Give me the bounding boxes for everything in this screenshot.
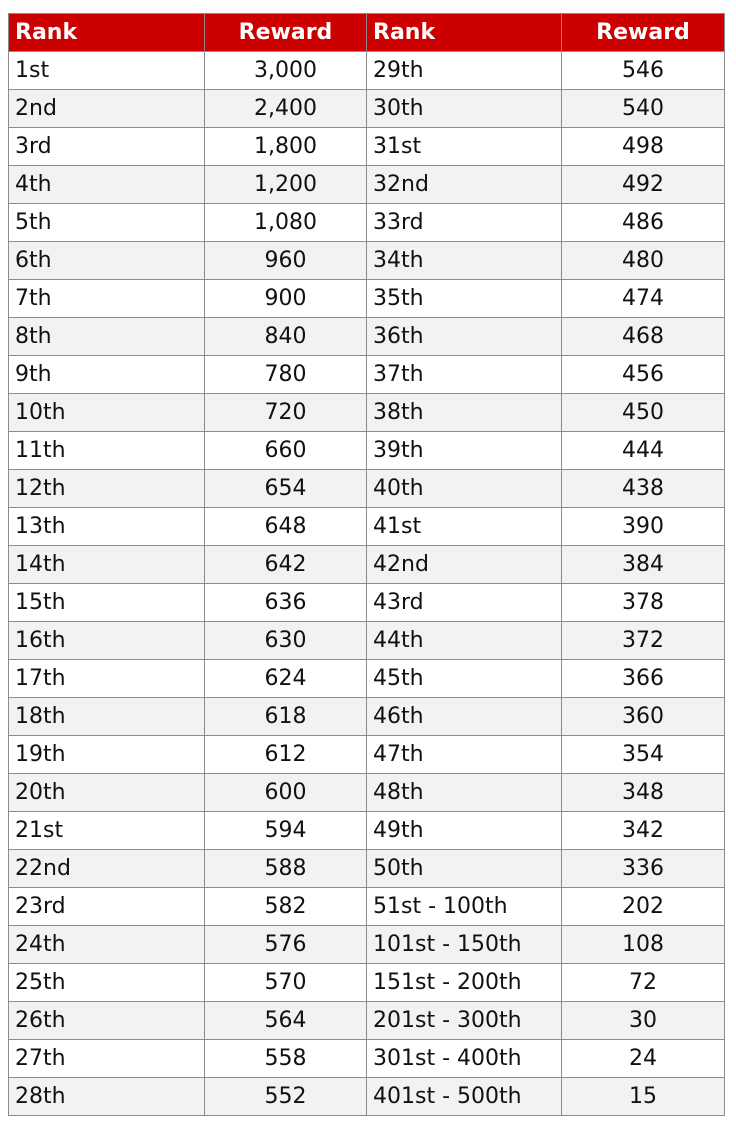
reward-cell: 486 [562,204,725,242]
reward-cell: 588 [205,850,367,888]
reward-cell: 450 [562,394,725,432]
rank-cell: 3rd [9,128,205,166]
rank-cell: 21st [9,812,205,850]
reward-cell: 654 [205,470,367,508]
reward-cell: 564 [205,1002,367,1040]
reward-cell: 594 [205,812,367,850]
table-row [9,584,725,622]
rank-cell: 42nd [367,546,562,584]
rank-cell: 43rd [367,584,562,622]
table-row [9,90,725,128]
rank-header-1: Rank [9,14,205,52]
table-row [9,508,725,546]
rank-cell: 44th [367,622,562,660]
rewards-table-container [8,13,724,1116]
rank-header-2: Rank [367,14,562,52]
reward-cell: 612 [205,736,367,774]
reward-cell: 372 [562,622,725,660]
rank-cell: 9th [9,356,205,394]
reward-cell: 108 [562,926,725,964]
rank-cell: 34th [367,242,562,280]
rank-cell: 5th [9,204,205,242]
reward-cell: 636 [205,584,367,622]
reward-header-1: Reward [205,14,367,52]
rank-cell: 47th [367,736,562,774]
rank-cell: 17th [9,660,205,698]
reward-cell: 540 [562,90,725,128]
reward-cell: 438 [562,470,725,508]
table-header [9,14,725,52]
table-row [9,812,725,850]
reward-cell: 378 [562,584,725,622]
table-row [9,394,725,432]
rank-cell: 41st [367,508,562,546]
reward-cell: 24 [562,1040,725,1078]
rank-cell: 13th [9,508,205,546]
table-row [9,1040,725,1078]
reward-cell: 384 [562,546,725,584]
rank-cell: 151st - 200th [367,964,562,1002]
reward-cell: 660 [205,432,367,470]
reward-cell: 1,800 [205,128,367,166]
reward-cell: 354 [562,736,725,774]
rank-cell: 26th [9,1002,205,1040]
reward-cell: 960 [205,242,367,280]
reward-cell: 492 [562,166,725,204]
reward-cell: 336 [562,850,725,888]
table-row [9,470,725,508]
reward-cell: 552 [205,1078,367,1116]
rank-cell: 18th [9,698,205,736]
reward-cell: 648 [205,508,367,546]
rank-cell: 7th [9,280,205,318]
rank-cell: 10th [9,394,205,432]
rank-cell: 25th [9,964,205,1002]
rank-cell: 39th [367,432,562,470]
table-row [9,660,725,698]
reward-cell: 15 [562,1078,725,1116]
rank-cell: 11th [9,432,205,470]
table-row [9,850,725,888]
reward-cell: 202 [562,888,725,926]
reward-cell: 444 [562,432,725,470]
reward-cell: 582 [205,888,367,926]
reward-cell: 72 [562,964,725,1002]
table-row [9,546,725,584]
table-row [9,280,725,318]
rank-cell: 35th [367,280,562,318]
table-row [9,204,725,242]
rank-cell: 8th [9,318,205,356]
reward-cell: 780 [205,356,367,394]
table-row [9,622,725,660]
reward-cell: 618 [205,698,367,736]
table-row [9,432,725,470]
table-row [9,128,725,166]
reward-cell: 1,200 [205,166,367,204]
rank-cell: 37th [367,356,562,394]
rank-cell: 14th [9,546,205,584]
reward-cell: 3,000 [205,52,367,90]
rank-cell: 32nd [367,166,562,204]
reward-cell: 366 [562,660,725,698]
table-row [9,356,725,394]
table-row [9,1078,725,1116]
rank-cell: 20th [9,774,205,812]
reward-cell: 570 [205,964,367,1002]
table-row [9,774,725,812]
reward-cell: 456 [562,356,725,394]
rank-cell: 24th [9,926,205,964]
rank-cell: 28th [9,1078,205,1116]
reward-cell: 900 [205,280,367,318]
reward-cell: 576 [205,926,367,964]
reward-cell: 30 [562,1002,725,1040]
rank-cell: 40th [367,470,562,508]
reward-cell: 342 [562,812,725,850]
reward-cell: 558 [205,1040,367,1078]
reward-cell: 1,080 [205,204,367,242]
rank-cell: 45th [367,660,562,698]
rank-cell: 27th [9,1040,205,1078]
rank-cell: 6th [9,242,205,280]
table-row [9,318,725,356]
rank-cell: 29th [367,52,562,90]
rank-cell: 19th [9,736,205,774]
rank-cell: 49th [367,812,562,850]
rank-cell: 301st - 400th [367,1040,562,1078]
rank-cell: 31st [367,128,562,166]
table-row [9,888,725,926]
rank-cell: 38th [367,394,562,432]
reward-cell: 600 [205,774,367,812]
table-row [9,926,725,964]
rank-cell: 22nd [9,850,205,888]
reward-cell: 840 [205,318,367,356]
table-row [9,964,725,1002]
rank-cell: 51st - 100th [367,888,562,926]
table-row [9,242,725,280]
rank-cell: 46th [367,698,562,736]
rank-cell: 30th [367,90,562,128]
reward-cell: 498 [562,128,725,166]
header-row [9,14,725,52]
rank-cell: 12th [9,470,205,508]
reward-cell: 2,400 [205,90,367,128]
rewards-table [8,13,725,1116]
table-body [9,52,725,1116]
reward-cell: 480 [562,242,725,280]
rank-cell: 48th [367,774,562,812]
rank-cell: 36th [367,318,562,356]
rank-cell: 50th [367,850,562,888]
rank-cell: 4th [9,166,205,204]
reward-cell: 468 [562,318,725,356]
reward-header-2: Reward [562,14,725,52]
reward-cell: 348 [562,774,725,812]
reward-cell: 720 [205,394,367,432]
rank-cell: 1st [9,52,205,90]
reward-cell: 624 [205,660,367,698]
reward-cell: 474 [562,280,725,318]
table-row [9,166,725,204]
rank-cell: 15th [9,584,205,622]
reward-cell: 546 [562,52,725,90]
table-row [9,736,725,774]
rank-cell: 101st - 150th [367,926,562,964]
reward-cell: 630 [205,622,367,660]
table-row [9,698,725,736]
rank-cell: 33rd [367,204,562,242]
rank-cell: 2nd [9,90,205,128]
rank-cell: 23rd [9,888,205,926]
table-row [9,1002,725,1040]
rank-cell: 201st - 300th [367,1002,562,1040]
reward-cell: 360 [562,698,725,736]
table-row [9,52,725,90]
reward-cell: 390 [562,508,725,546]
rank-cell: 401st - 500th [367,1078,562,1116]
rank-cell: 16th [9,622,205,660]
reward-cell: 642 [205,546,367,584]
